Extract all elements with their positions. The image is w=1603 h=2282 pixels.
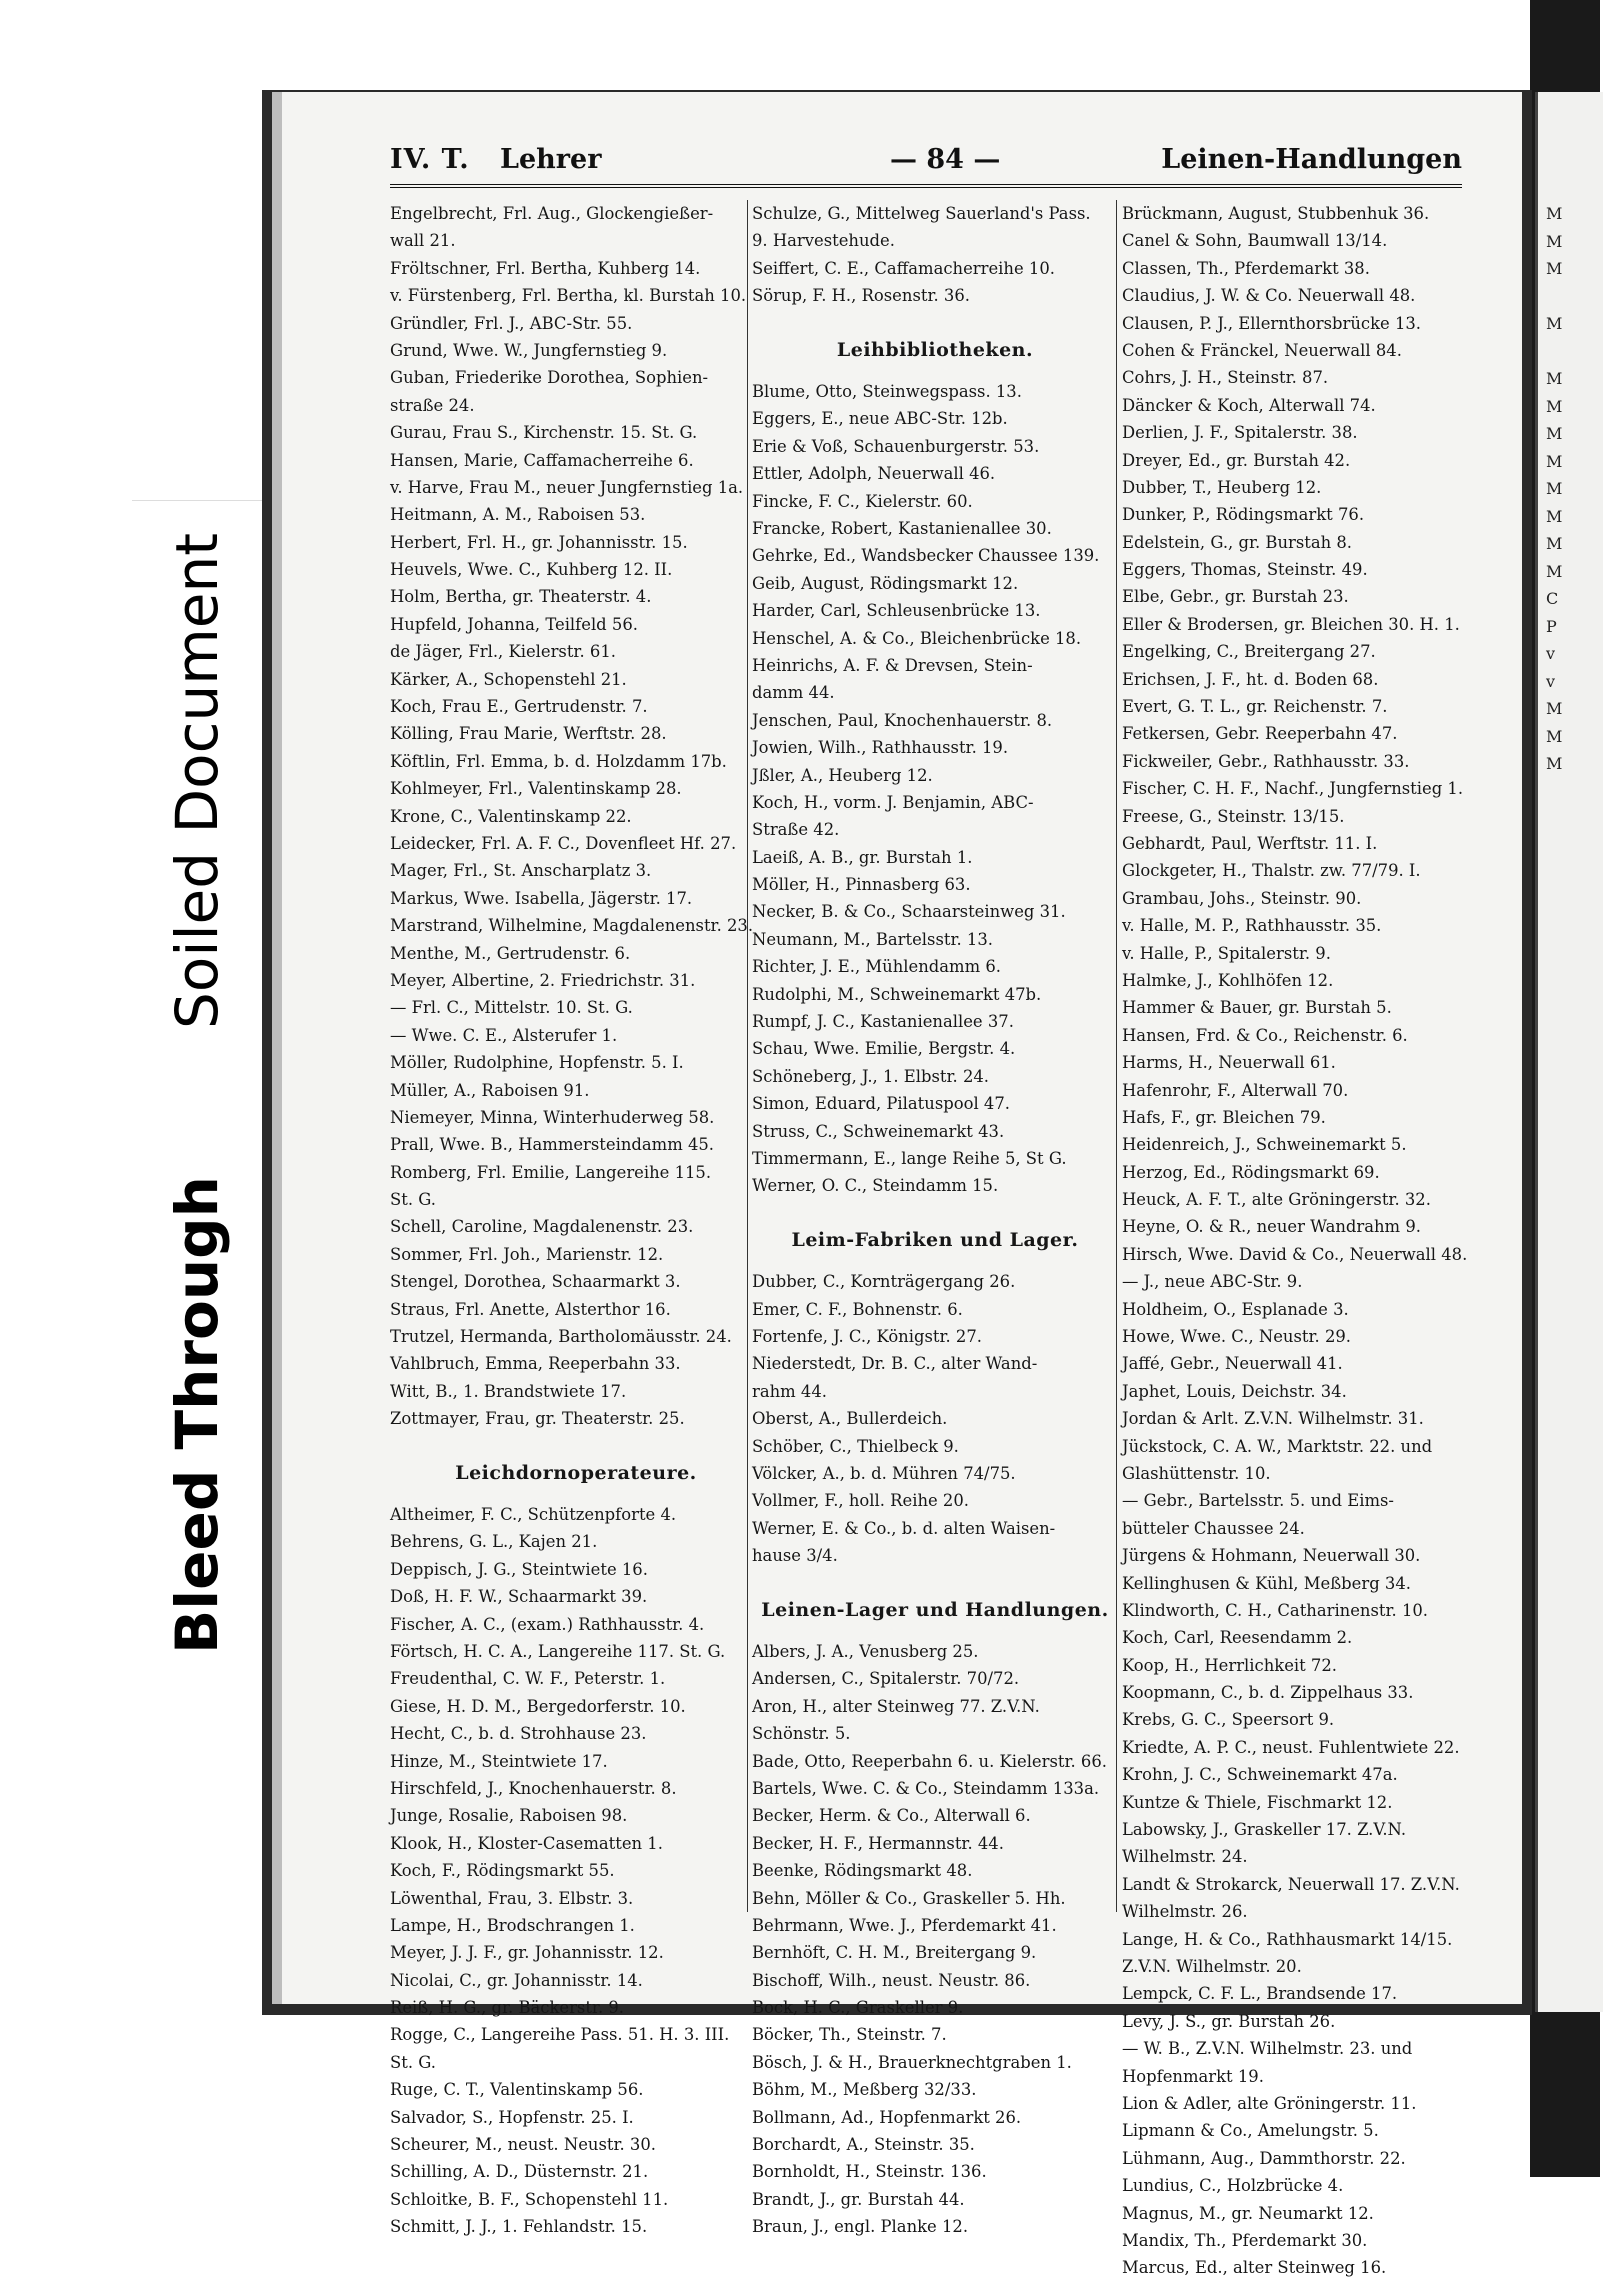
directory-entry: Schell, Caroline, Magdalenenstr. 23. [390,1217,694,1237]
directory-entry: Braun, J., engl. Planke 12. [752,2217,969,2237]
directory-entry: Köftlin, Frl. Emma, b. d. Holzdamm 17b. [390,751,727,771]
directory-entry: Emer, C. F., Bohnenstr. 6. [752,1299,963,1319]
directory-entry: Behn, Möller & Co., Graskeller 5. Hh. [752,1888,1066,1908]
directory-entry: Fischer, C. H. F., Nachf., Jungfernstieg 1. [1122,779,1464,799]
directory-entry: Behrmann, Wwe. J., Pferdemarkt 41. [752,1915,1057,1935]
directory-entry: Kellinghusen & Kühl, Meßberg 34. [1122,1573,1411,1593]
directory-entry: Grambau, Johs., Steinstr. 90. [1122,888,1362,908]
entry-list [752,1638,1118,2241]
directory-entry: Markus, Wwe. Isabella, Jägerstr. 17. [390,888,693,908]
directory-entry: Altheimer, F. C., Schützenpforte 4. [390,1505,677,1525]
directory-entry: Eller & Brodersen, gr. Bleichen 30. H. 1. [1122,614,1460,634]
directory-entry: Derlien, J. F., Spitalerstr. 38. [1122,423,1358,443]
directory-entry: Wilhelmstr. 26. [1122,1902,1248,1922]
directory-entry: v. Halle, P., Spitalerstr. 9. [1122,943,1331,963]
directory-entry: Beenke, Rödingsmarkt 48. [752,1861,973,1881]
directory-entry: Dubber, T., Heuberg 12. [1122,477,1322,497]
directory-entry: — Wwe. C. E., Alsterufer 1. [390,1025,618,1045]
directory-entry: Mandix, Th., Pferdemarkt 30. [1122,2230,1368,2250]
directory-entry: Kärker, A., Schopenstehl 21. [390,669,627,689]
directory-entry: damm 44. [752,683,835,703]
entry-list [390,1501,762,2241]
directory-entry: Holdheim, O., Esplanade 3. [1122,1299,1349,1319]
directory-entry: Hansen, Frd. & Co., Reichenstr. 6. [1122,1025,1408,1045]
directory-entry: Schulze, G., Mittelweg Sauerland's Pass. [752,204,1091,223]
directory-entry: Hopfenmarkt 19. [1122,2066,1264,2086]
directory-entry: Bollmann, Ad., Hopfenmarkt 26. [752,2107,1022,2127]
column-2 [752,200,1118,2241]
directory-entry: Geib, August, Rödingsmarkt 12. [752,573,1019,593]
directory-entry: Mager, Frl., St. Anscharplatz 3. [390,861,652,881]
directory-entry: Claudius, J. W. & Co. Neuerwall 48. [1122,286,1416,306]
directory-entry: Hupfeld, Johanna, Teilfeld 56. [390,614,638,634]
directory-entry: Levy, J. S., gr. Burstah 26. [1122,2011,1336,2031]
directory-entry: Böcker, Th., Steinstr. 7. [752,2025,947,2045]
directory-entry: Koop, H., Herrlichkeit 72. [1122,1655,1337,1675]
directory-entry: Fortenfe, J. C., Königstr. 27. [752,1327,982,1346]
directory-entry: Rudolphi, M., Schweinemarkt 47b. [752,984,1042,1004]
directory-entry: de Jäger, Frl., Kielerstr. 61. [390,642,616,662]
directory-entry: Koch, Frau E., Gertrudenstr. 7. [390,697,648,717]
directory-entry: Heinrichs, A. F. & Drevsen, Stein- [752,655,1033,675]
directory-entry: Löwenthal, Frau, 3. Elbstr. 3. [390,1888,634,1908]
directory-entry: Schau, Wwe. Emilie, Bergstr. 4. [752,1039,1016,1059]
directory-entry: Dubber, C., Kornträgergang 26. [752,1272,1016,1292]
directory-entry: Niederstedt, Dr. B. C., alter Wand- [752,1354,1038,1374]
directory-entry: Halmke, J., Kohlhöfen 12. [1122,970,1334,990]
directory-entry: Fetkersen, Gebr. Reeperbahn 47. [1122,724,1398,744]
directory-entry: Jordan & Arlt. Z.V.N. Wilhelmstr. 31. [1122,1409,1424,1429]
directory-entry: Eggers, Thomas, Steinstr. 49. [1122,560,1368,580]
directory-entry: Eggers, E., neue ABC-Str. 12b. [752,409,1008,429]
directory-entry: Albers, J. A., Venusberg 25. [752,1641,979,1661]
directory-entry: Holm, Bertha, gr. Theaterstr. 4. [390,587,652,607]
directory-entry: Koch, Carl, Reesendamm 2. [1122,1628,1353,1648]
directory-entry: Möller, H., Pinnasberg 63. [752,875,971,895]
directory-entry: Jückstock, C. A. W., Marktstr. 22. und [1122,1436,1433,1456]
directory-entry: Niemeyer, Minna, Winterhuderweg 58. [390,1107,715,1127]
soiled-document-label [132,500,262,1061]
directory-entry: — Gebr., Bartelsstr. 5. und Eims- [1122,1491,1394,1511]
directory-entry: Fincke, F. C., Kielerstr. 60. [752,491,973,511]
directory-entry: Lempck, C. F. L., Brandsende 17. [1122,1984,1398,2004]
directory-entry: Fischer, A. C., (exam.) Rathhausstr. 4. [390,1614,705,1634]
directory-entry: Däncker & Koch, Alterwall 74. [1122,395,1376,415]
soiled-document-text: Soiled Document [163,533,232,1029]
directory-entry: hause 3/4. [752,1546,838,1566]
directory-entry: Koch, H., vorm. J. Benjamin, ABC- [752,792,1034,812]
directory-entry: Marstrand, Wilhelmine, Magdalenenstr. 23. [390,916,754,936]
directory-entry: Ruge, C. T., Valentinskamp 56. [390,2080,644,2100]
directory-entry: wall 21. [390,231,456,251]
directory-entry: Bade, Otto, Reeperbahn 6. u. Kielerstr. 66. [752,1751,1107,1771]
directory-entry: Bernhöft, C. H. M., Breitergang 9. [752,1943,1037,1963]
entry-list [752,378,1118,1200]
directory-entry: Hinze, M., Steintwiete 17. [390,1751,608,1771]
header-category: Leinen-Handlungen [1161,144,1462,175]
directory-entry: v. Fürstenberg, Frl. Bertha, kl. Burstah 10. [390,286,747,306]
directory-entry: Z.V.N. Wilhelmstr. 20. [1122,1957,1302,1976]
directory-entry: Lampe, H., Brodschrangen 1. [390,1915,635,1935]
directory-entry: Heitmann, A. M., Raboisen 53. [390,505,646,525]
directory-entry: Dunker, P., Rödingsmarkt 76. [1122,505,1365,525]
header-section: Lehrer [500,144,602,175]
directory-entry: Bösch, J. & H., Brauerknechtgraben 1. [752,2052,1072,2072]
directory-entry: Trutzel, Hermanda, Bartholomäusstr. 24. [390,1327,732,1347]
directory-entry: Lange, H. & Co., Rathhausmarkt 14/15. [1122,1929,1453,1949]
directory-entry: Klindworth, C. H., Catharinenstr. 10. [1122,1600,1429,1620]
directory-entry: Freese, G., Steinstr. 13/15. [1122,806,1345,826]
directory-entry: Meyer, Albertine, 2. Friedrichstr. 31. [390,970,696,990]
directory-entry: Müller, A., Raboisen 91. [390,1080,590,1100]
directory-entry: Doß, H. F. W., Schaarmarkt 39. [390,1587,648,1607]
directory-entry: Prall, Wwe. B., Hammersteindamm 45. [390,1135,715,1155]
directory-entry: Witt, B., 1. Brandstwiete 17. [390,1381,627,1401]
directory-entry: Kölling, Frau Marie, Werftstr. 28. [390,724,667,744]
directory-entry: Werner, E. & Co., b. d. alten Waisen- [752,1518,1056,1538]
directory-entry: Jürgens & Hohmann, Neuerwall 30. [1122,1546,1421,1566]
directory-entry: Laeiß, A. B., gr. Burstah 1. [752,847,973,867]
directory-entry: Lipmann & Co., Amelungstr. 5. [1122,2121,1379,2141]
directory-entry: Brandt, J., gr. Burstah 44. [752,2189,965,2209]
directory-entry: Hirschfeld, J., Knochenhauerstr. 8. [390,1778,677,1798]
directory-entry: Schmitt, J. J., 1. Fehlandstr. 15. [390,2217,648,2237]
directory-entry: Marcus, Ed., alter Steinweg 16. [1122,2258,1387,2278]
directory-entry: Kuntze & Thiele, Fischmarkt 12. [1122,1792,1393,1812]
directory-entry: Lion & Adler, alte Gröningerstr. 11. [1122,2093,1417,2113]
directory-entry: Schilling, A. D., Düsternstr. 21. [390,2162,649,2182]
section-heading: Leichdornoperateure. [455,1461,697,1484]
directory-entry: Heuvels, Wwe. C., Kuhberg 12. II. [390,560,673,580]
directory-entry: v. Halle, M. P., Rathhausstr. 35. [1122,916,1382,936]
directory-entry: Glashüttenstr. 10. [1122,1463,1271,1483]
section-heading: Leim-Fabriken und Lager. [791,1229,1079,1252]
directory-entry: Reiß, H. G., gr. Bäckerstr. 9. [390,1998,625,2018]
directory-entry: Leidecker, Frl. A. F. C., Dovenfleet Hf. 27. [390,833,737,853]
directory-page [272,92,1522,2278]
directory-entry: Francke, Robert, Kastanienallee 30. [752,518,1052,538]
directory-entry: Simon, Eduard, Pilatuspool 47. [752,1094,1010,1114]
directory-entry: Hafenrohr, F., Alterwall 70. [1122,1080,1349,1100]
entry-list [752,1268,1118,1569]
section-heading: Leihbibliotheken. [836,338,1034,361]
directory-entry: Kohlmeyer, Frl., Valentinskamp 28. [390,779,682,799]
directory-entry: Koch, F., Rödingsmarkt 55. [390,1861,615,1881]
directory-entry: Hafs, F., gr. Bleichen 79. [1122,1107,1326,1127]
directory-entry: Aron, H., alter Steinweg 77. Z.V.N. [752,1696,1040,1716]
directory-entry: Guban, Friederike Dorothea, Sophien- [390,368,709,388]
directory-entry: Krebs, G. C., Speersort 9. [1122,1710,1335,1730]
directory-entry: Nicolai, C., gr. Johannisstr. 14. [390,1970,643,1990]
directory-entry: straße 24. [390,395,475,415]
directory-entry: Deppisch, J. G., Steintwiete 16. [390,1559,648,1579]
directory-entry: Böhm, M., Meßberg 32/33. [752,2080,977,2100]
directory-entry: Oberst, A., Bullerdeich. [752,1409,948,1429]
directory-entry: Seiffert, C. E., Caffamacherreihe 10. [752,258,1055,278]
directory-entry: Brückmann, August, Stubbenhuk 36. [1122,204,1430,223]
directory-entry: Herzog, Ed., Rödingsmarkt 69. [1122,1162,1380,1182]
directory-entry: Timmermann, E., lange Reihe 5, St G. [752,1148,1067,1168]
directory-entry: Gründler, Frl. J., ABC-Str. 55. [390,313,633,333]
directory-entry: Harms, H., Neuerwall 61. [1122,1053,1336,1073]
directory-entry: Hammer & Bauer, gr. Burstah 5. [1122,998,1392,1018]
directory-entry: Erie & Voß, Schauenburgerstr. 53. [752,436,1040,456]
entry-list [390,200,762,1433]
entry-list [1122,200,1514,2282]
directory-entry: bütteler Chaussee 24. [1122,1518,1305,1538]
directory-entry: Schöneberg, J., 1. Elbstr. 24. [752,1066,990,1086]
directory-entry: Becker, H. F., Hermannstr. 44. [752,1833,1004,1853]
directory-entry: Henschel, A. & Co., Bleichenbrücke 18. [752,628,1082,648]
directory-entry: Kriedte, A. P. C., neust. Fuhlentwiete 22. [1122,1737,1460,1757]
directory-entry: Jßler, A., Heuberg 12. [752,765,933,785]
directory-entry: Meyer, J. J. F., gr. Johannisstr. 12. [390,1943,664,1963]
directory-entry: Krohn, J. C., Schweinemarkt 47a. [1122,1765,1398,1785]
directory-entry: Blume, Otto, Steinwegspass. 13. [752,382,1022,402]
directory-entry: Rogge, C., Langereihe Pass. 51. H. 3. III. [390,2025,730,2045]
directory-entry: Labowsky, J., Graskeller 17. Z.V.N. [1122,1820,1407,1840]
directory-entry: Stengel, Dorothea, Schaarmarkt 3. [390,1272,681,1292]
directory-entry: Borchardt, A., Steinstr. 35. [752,2135,975,2155]
directory-entry: Gebhardt, Paul, Werftstr. 11. I. [1122,833,1378,853]
directory-entry: Canel & Sohn, Baumwall 13/14. [1122,231,1388,251]
directory-entry: Straße 42. [752,820,840,840]
directory-entry: Schöber, C., Thielbeck 9. [752,1436,959,1456]
directory-entry: Rumpf, J. C., Kastanienallee 37. [752,1012,1014,1032]
directory-entry: Elbe, Gebr., gr. Burstah 23. [1122,587,1349,607]
directory-entry: Hirsch, Wwe. David & Co., Neuerwall 48. [1122,1244,1468,1264]
directory-entry: Richter, J. E., Mühlendamm 6. [752,957,1001,977]
directory-entry: Vahlbruch, Emma, Reeperbahn 33. [390,1354,681,1374]
column-1 [390,200,762,2241]
directory-entry: Gurau, Frau S., Kirchenstr. 15. St. G. [390,423,698,443]
directory-entry: Ettler, Adolph, Neuerwall 46. [752,464,996,484]
directory-entry: Clausen, P. J., Ellernthorsbrücke 13. [1122,313,1422,333]
directory-entry: Sommer, Frl. Joh., Marienstr. 12. [390,1244,664,1264]
directory-entry: Romberg, Frl. Emilie, Langereihe 115. [390,1162,712,1182]
adjacent-page-text: M M M M M M M M M M M M C P v v M M M [1546,204,1563,773]
directory-entry: Menthe, M., Gertrudenstr. 6. [390,943,631,963]
directory-entry: Bornholdt, H., Steinstr. 136. [752,2162,987,2182]
directory-entry: Vollmer, F., holl. Reihe 20. [752,1491,969,1511]
bleed-through-text: Bleed Through [163,1176,232,1654]
directory-entry: Sörup, F. H., Rosenstr. 36. [752,286,970,306]
directory-entry: Förtsch, H. C. A., Langereihe 117. St. G. [390,1642,726,1661]
directory-entry: Engelbrecht, Frl. Aug., Glockengießer- [390,204,714,223]
directory-entry: Cohrs, J. H., Steinstr. 87. [1122,368,1329,388]
directory-entry: Edelstein, G., gr. Burstah 8. [1122,532,1353,552]
directory-entry: Magnus, M., gr. Neumarkt 12. [1122,2203,1374,2223]
entry-list [752,200,1118,310]
directory-entry: rahm 44. [752,1381,827,1401]
directory-entry: Landt & Strokarck, Neuerwall 17. Z.V.N. [1122,1874,1460,1894]
directory-entry: Hansen, Marie, Caffamacherreihe 6. [390,450,694,470]
directory-entry: Scheurer, M., neust. Neustr. 30. [390,2135,656,2155]
directory-entry: 9. Harvestehude. [752,231,895,251]
directory-entry: Behrens, G. L., Kajen 21. [390,1532,598,1552]
directory-entry: Japhet, Louis, Deichstr. 34. [1122,1381,1347,1401]
header-volume: IV. T. [390,144,470,175]
directory-entry: Classen, Th., Pferdemarkt 38. [1122,258,1370,278]
directory-entry: Völcker, A., b. d. Mühren 74/75. [752,1463,1016,1483]
directory-entry: Schönstr. 5. [752,1724,851,1744]
directory-entry: Salvador, S., Hopfenstr. 25. I. [390,2107,634,2127]
directory-entry: — W. B., Z.V.N. Wilhelmstr. 23. und [1122,2039,1413,2059]
directory-entry: Howe, Wwe. C., Neustr. 29. [1122,1327,1352,1347]
directory-entry: Herbert, Frl. H., gr. Johannisstr. 15. [390,532,688,552]
directory-entry: Freudenthal, C. W. F., Peterstr. 1. [390,1669,666,1689]
directory-entry: Fröltschner, Frl. Bertha, Kuhberg 14. [390,258,701,278]
directory-entry: Cohen & Fränckel, Neuerwall 84. [1122,340,1402,360]
directory-entry: Möller, Rudolphine, Hopfenstr. 5. I. [390,1053,684,1073]
directory-entry: Bartels, Wwe. C. & Co., Steindamm 133a. [752,1778,1100,1798]
directory-entry: — J., neue ABC-Str. 9. [1122,1272,1303,1292]
directory-entry: Heidenreich, J., Schweinemarkt 5. [1122,1135,1407,1155]
directory-entry: Becker, Herm. & Co., Alterwall 6. [752,1806,1031,1826]
directory-entry: Neumann, M., Bartelsstr. 13. [752,929,993,949]
directory-entry: Schloitke, B. F., Schopenstehl 11. [390,2189,669,2209]
directory-entry: Koopmann, C., b. d. Zippelhaus 33. [1122,1683,1414,1703]
directory-entry: Gehrke, Ed., Wandsbecker Chaussee 139. [752,546,1100,566]
directory-entry: Heuck, A. F. T., alte Gröningerstr. 32. [1122,1190,1431,1210]
directory-entry: St. G. [390,1190,436,1210]
directory-entry: Jowien, Wilh., Rathhausstr. 19. [752,738,1009,758]
directory-entry: Wilhelmstr. 24. [1122,1847,1248,1867]
column-3 [1122,200,1514,2282]
bleed-through-label [132,1115,262,1715]
directory-entry: St. G. [390,2052,436,2072]
directory-entry: Hecht, C., b. d. Strohhause 23. [390,1724,647,1744]
header-page-number: — 84 — [890,144,1001,175]
directory-entry: Andersen, C., Spitalerstr. 70/72. [752,1669,1020,1689]
directory-entry: Heyne, O. & R., neuer Wandrahm 9. [1122,1217,1421,1237]
directory-entry: Necker, B. & Co., Schaarsteinweg 31. [752,902,1066,922]
adjacent-page-edge [1535,92,1603,2012]
section-heading: Leinen-Lager und Handlungen. [761,1598,1109,1621]
directory-entry: Krone, C., Valentinskamp 22. [390,806,632,826]
directory-entry: Erichsen, J. F., ht. d. Boden 68. [1122,669,1379,689]
directory-entry: Lühmann, Aug., Dammthorstr. 22. [1122,2148,1406,2168]
directory-entry: Jenschen, Paul, Knochenhauerstr. 8. [752,710,1053,730]
directory-entry: Jaffé, Gebr., Neuerwall 41. [1122,1354,1343,1374]
directory-entry: Klook, H., Kloster-Casematten 1. [390,1833,663,1853]
directory-entry: v. Harve, Frau M., neuer Jungfernstieg 1a. [390,477,744,497]
directory-entry: Zottmayer, Frau, gr. Theaterstr. 25. [390,1409,685,1429]
directory-entry: Junge, Rosalie, Raboisen 98. [390,1806,628,1826]
directory-entry: Bischoff, Wilh., neust. Neustr. 86. [752,1970,1031,1990]
page-header [390,140,1462,188]
directory-entry: Evert, G. T. L., gr. Reichenstr. 7. [1122,697,1388,717]
directory-entry: Bock, H. C., Graskeller 9. [752,1998,964,2018]
directory-entry: Harder, Carl, Schleusenbrücke 13. [752,601,1041,621]
directory-entry: — Frl. C., Mittelstr. 10. St. G. [390,998,633,1018]
directory-entry: Fickweiler, Gebr., Rathhausstr. 33. [1122,751,1410,771]
directory-entry: Dreyer, Ed., gr. Burstah 42. [1122,450,1351,470]
directory-entry: Glockgeter, H., Thalstr. zw. 77/79. I. [1122,861,1421,881]
directory-entry: Werner, O. C., Steindamm 15. [752,1176,999,1196]
directory-entry: Straus, Frl. Anette, Alsterthor 16. [390,1299,671,1319]
directory-entry: Lundius, C., Holzbrücke 4. [1122,2176,1344,2196]
directory-entry: Giese, H. D. M., Bergedorferstr. 10. [390,1696,686,1716]
directory-entry: Grund, Wwe. W., Jungfernstieg 9. [390,340,668,360]
directory-entry: Engelking, C., Breitergang 27. [1122,642,1376,662]
directory-entry: Struss, C., Schweinemarkt 43. [752,1121,1005,1141]
